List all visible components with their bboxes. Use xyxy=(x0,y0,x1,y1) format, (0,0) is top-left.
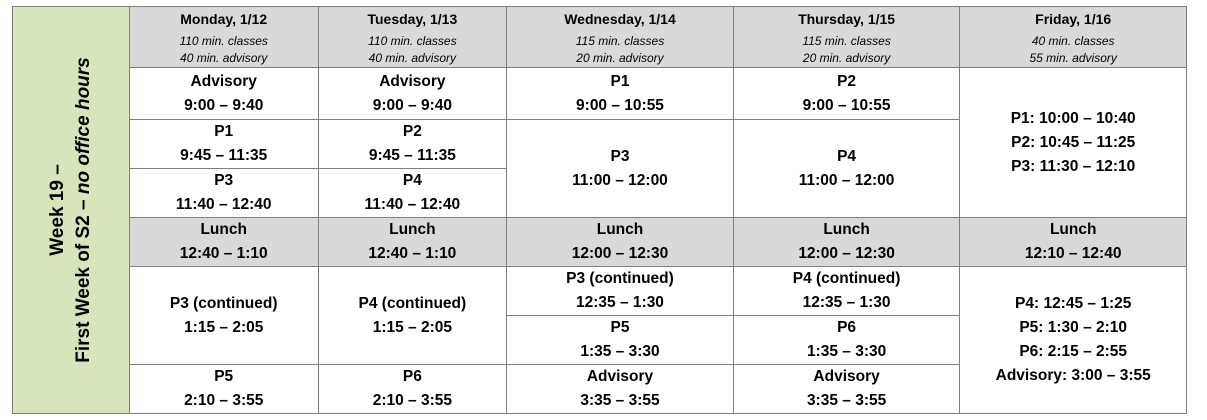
period-time: 12:35 – 1:30 xyxy=(802,294,891,311)
period-time: 9:00 – 9:40 xyxy=(372,96,452,114)
period-time: 1:15 – 2:05 xyxy=(372,318,452,336)
wednesday-advisory xyxy=(507,365,734,414)
day-name: Monday, 1/12 xyxy=(180,11,268,27)
period-time: 12:35 – 1:30 xyxy=(576,294,664,311)
period-time: 12:00 – 12:30 xyxy=(798,245,895,262)
week-label-prefix: First Week of S2 – xyxy=(72,194,94,363)
period-label: Lunch xyxy=(389,221,436,238)
thursday-advisory xyxy=(733,365,960,414)
period-label: Lunch xyxy=(596,221,644,238)
period-label: P5 xyxy=(214,368,234,385)
thursday-p2 xyxy=(733,68,960,120)
monday-advisory xyxy=(129,68,318,120)
period-label: P6 xyxy=(837,319,857,336)
day-header-thursday xyxy=(733,7,960,68)
period-time: 12:00 – 12:30 xyxy=(571,245,669,262)
lunch-row xyxy=(13,218,1187,267)
day-header-tuesday xyxy=(318,7,507,68)
monday-p3 xyxy=(129,169,318,218)
period-time: 11:40 – 12:40 xyxy=(175,196,272,213)
thursday-p6 xyxy=(733,316,960,365)
day-name: Friday, 1/16 xyxy=(1035,11,1112,27)
schedule-row xyxy=(13,68,1187,120)
class-length: 110 min. classes xyxy=(179,34,268,48)
period-label: P2 xyxy=(837,72,857,90)
tuesday-p4 xyxy=(318,169,507,218)
schedule-row xyxy=(13,267,1187,316)
period-time: 12:40 – 1:10 xyxy=(368,245,457,262)
period-line: P5: 1:30 – 2:10 xyxy=(1019,319,1128,336)
period-time: 9:00 – 10:55 xyxy=(802,96,891,114)
friday-morning-periods xyxy=(960,68,1187,218)
header-row xyxy=(13,7,1187,68)
period-time: 9:45 – 11:35 xyxy=(368,147,456,164)
period-time: 1:15 – 2:05 xyxy=(184,318,264,336)
period-label: Lunch xyxy=(200,221,247,238)
tuesday-advisory xyxy=(318,68,507,120)
period-label: P4 (continued) xyxy=(358,294,467,312)
class-length: 115 min. classes xyxy=(802,34,891,48)
wednesday-p1 xyxy=(507,68,734,120)
period-label: P4 (continued) xyxy=(792,270,901,287)
advisory-length: 20 min. advisory xyxy=(576,51,664,65)
period-line: P1: 10:00 – 10:40 xyxy=(1010,109,1136,127)
period-time: 2:10 – 3:55 xyxy=(372,392,452,409)
friday-afternoon-periods xyxy=(960,267,1187,414)
period-label: Lunch xyxy=(823,221,870,238)
period-label: P3 xyxy=(214,172,234,189)
period-line: P2: 10:45 – 11:25 xyxy=(1011,133,1136,151)
period-label: Advisory xyxy=(190,72,257,90)
week-label xyxy=(45,57,97,363)
class-length: 40 min. classes xyxy=(1031,34,1115,48)
monday-lunch xyxy=(129,218,318,267)
period-label: Advisory xyxy=(586,368,654,385)
day-header-wednesday xyxy=(507,7,734,68)
weekly-schedule-table xyxy=(12,6,1187,414)
period-time: 3:35 – 3:55 xyxy=(580,392,660,409)
week-label-line2 xyxy=(71,57,97,363)
advisory-length: 40 min. advisory xyxy=(368,51,457,65)
wednesday-p3-continued xyxy=(507,267,734,316)
period-label: P3 xyxy=(610,147,630,165)
period-label: Advisory xyxy=(813,368,880,385)
period-label: Advisory xyxy=(379,72,446,90)
period-label: P5 xyxy=(610,319,630,336)
class-length: 115 min. classes xyxy=(575,34,665,48)
period-time: 1:35 – 3:30 xyxy=(806,343,887,360)
tuesday-p4-continued xyxy=(318,267,507,365)
class-length: 110 min. classes xyxy=(368,34,457,48)
period-time: 1:35 – 3:30 xyxy=(580,343,660,360)
period-time: 11:00 – 12:00 xyxy=(572,171,668,189)
day-name: Wednesday, 1/14 xyxy=(564,11,676,27)
monday-p3-continued xyxy=(129,267,318,365)
thursday-p4-continued xyxy=(733,267,960,316)
period-time: 3:35 – 3:55 xyxy=(806,392,887,409)
day-name: Thursday, 1/15 xyxy=(798,11,896,27)
tuesday-lunch xyxy=(318,218,507,267)
period-time: 12:10 – 12:40 xyxy=(1024,245,1122,262)
wednesday-p5 xyxy=(507,316,734,365)
friday-lunch xyxy=(960,218,1187,267)
period-line: Advisory: 3:00 – 3:55 xyxy=(995,367,1151,384)
advisory-length: 20 min. advisory xyxy=(802,51,891,65)
monday-p5 xyxy=(129,365,318,414)
period-label: Lunch xyxy=(1049,221,1097,238)
period-line: P4: 12:45 – 1:25 xyxy=(1015,295,1132,312)
week-label-line1: Week 19 – xyxy=(46,164,68,256)
period-time: 12:40 – 1:10 xyxy=(179,245,268,262)
period-label: P4 xyxy=(402,172,422,189)
period-label: P1 xyxy=(610,72,630,90)
advisory-length: 40 min. advisory xyxy=(180,51,268,65)
period-label: P6 xyxy=(402,368,422,385)
period-time: 11:40 – 12:40 xyxy=(364,196,461,213)
thursday-lunch xyxy=(733,218,960,267)
week-label-cell xyxy=(13,7,130,414)
day-name: Tuesday, 1/13 xyxy=(367,11,458,27)
thursday-p4 xyxy=(733,120,960,218)
period-time: 11:00 – 12:00 xyxy=(798,171,895,189)
day-header-friday xyxy=(960,7,1187,68)
period-line: P6: 2:15 – 2:55 xyxy=(1019,343,1128,360)
period-label: P4 xyxy=(837,147,857,165)
advisory-length: 55 min. advisory xyxy=(1029,51,1117,65)
wednesday-p3 xyxy=(507,120,734,218)
period-label: P2 xyxy=(402,123,422,140)
tuesday-p6 xyxy=(318,365,507,414)
period-line: P3: 11:30 – 12:10 xyxy=(1011,157,1136,175)
monday-p1 xyxy=(129,120,318,169)
period-time: 9:00 – 10:55 xyxy=(576,96,664,114)
period-time: 9:00 – 9:40 xyxy=(184,96,264,114)
day-header-monday xyxy=(129,7,318,68)
period-label: P3 (continued) xyxy=(566,270,674,287)
wednesday-lunch xyxy=(507,218,734,267)
period-label: P1 xyxy=(214,123,234,140)
tuesday-p2 xyxy=(318,120,507,169)
period-time: 9:45 – 11:35 xyxy=(180,147,268,164)
period-label: P3 (continued) xyxy=(169,294,278,312)
office-hours-note: no office hours xyxy=(72,57,94,195)
period-time: 2:10 – 3:55 xyxy=(184,392,264,409)
